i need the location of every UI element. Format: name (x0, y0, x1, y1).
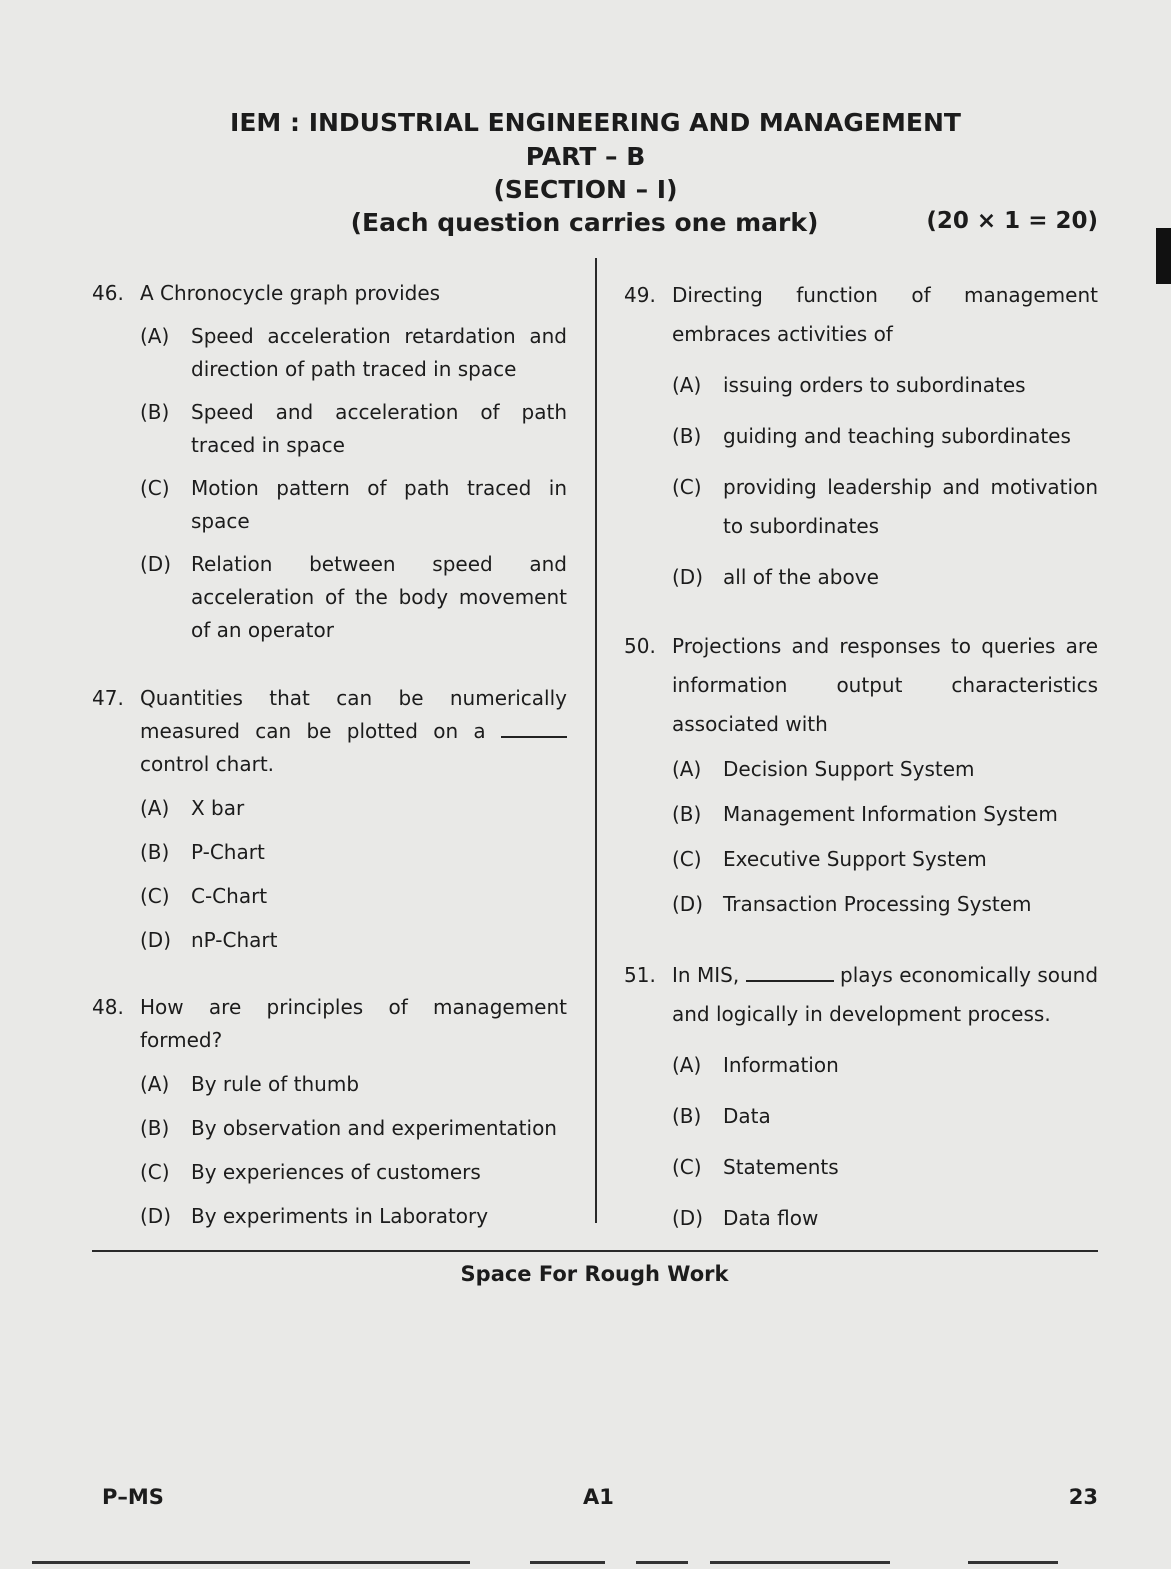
answer-blank (746, 960, 834, 982)
option-a (672, 750, 1098, 789)
bottom-edge-rule (32, 1561, 470, 1564)
part-title: PART – B (525, 142, 646, 171)
option-a (672, 366, 1098, 405)
question-text: Projections and responses to queries are information output characteristics associated with (672, 634, 1098, 736)
question-text: How are principles of management formed? (140, 995, 567, 1052)
question-text-after: control chart. (140, 752, 275, 776)
option-d (672, 558, 1098, 597)
option-label: (C) (140, 476, 170, 500)
option-a (672, 1046, 1098, 1085)
option-text: By rule of thumb (191, 1072, 360, 1096)
option-label: (D) (140, 928, 172, 952)
option-c (140, 880, 567, 913)
option-text: By observation and experimentation (191, 1116, 557, 1140)
question-number: 49. (624, 283, 656, 307)
option-b (140, 396, 567, 462)
question-text (140, 682, 567, 781)
question-text (672, 956, 1098, 1034)
question-text: A Chronocycle graph provides (140, 281, 441, 305)
question-48 (92, 991, 567, 1233)
bottom-edge-rule (968, 1561, 1058, 1564)
option-label: (B) (140, 400, 170, 424)
marks-total: (20 × 1 = 20) (926, 208, 1098, 234)
option-label: (C) (140, 1160, 170, 1184)
option-b (140, 836, 567, 869)
question-number: 51. (624, 963, 656, 987)
option-label: (B) (140, 840, 170, 864)
option-text: Statements (723, 1155, 839, 1179)
option-text: Information (723, 1053, 839, 1077)
option-label: (C) (672, 1155, 702, 1179)
option-text: Data (723, 1104, 771, 1128)
option-text: Management Information System (723, 802, 1058, 826)
option-text: P-Chart (191, 840, 265, 864)
option-text: Data flow (723, 1206, 819, 1230)
question-number: 46. (92, 281, 124, 305)
option-a (140, 320, 567, 386)
option-label: (B) (672, 1104, 702, 1128)
option-c (672, 1148, 1098, 1187)
question-number: 47. (92, 686, 124, 710)
page-number: 23 (1068, 1485, 1098, 1509)
rough-work-rule (92, 1250, 1098, 1252)
option-d (140, 1200, 567, 1233)
option-label: (C) (140, 884, 170, 908)
paper-code: P–MS (102, 1485, 164, 1509)
option-text: providing leadership and motivation to subordinates (723, 475, 1098, 538)
option-label: (B) (672, 424, 702, 448)
bottom-edge-rule (530, 1561, 605, 1564)
option-label: (D) (672, 565, 704, 589)
option-c (672, 468, 1098, 546)
rough-work-heading: Space For Rough Work (460, 1262, 729, 1286)
option-c (140, 472, 567, 538)
option-c (672, 840, 1098, 879)
option-text: nP-Chart (191, 928, 278, 952)
option-label: (C) (672, 847, 702, 871)
option-text: Relation between speed and acceleration of the body movement of an operator (191, 552, 567, 642)
marks-instruction: (Each question carries one mark) (350, 208, 819, 237)
option-text: issuing orders to subordinates (723, 373, 1026, 397)
column-divider (595, 258, 597, 1223)
option-label: (B) (672, 802, 702, 826)
option-d (672, 1199, 1098, 1238)
option-b (140, 1112, 567, 1145)
series-code: A1 (583, 1485, 614, 1509)
option-text: guiding and teaching subordinates (723, 424, 1071, 448)
bottom-edge-rule (636, 1561, 688, 1564)
answer-blank (501, 716, 567, 738)
option-d (140, 924, 567, 957)
question-text-before: In MIS, (672, 963, 740, 987)
question-51 (624, 956, 1098, 1238)
option-label: (A) (140, 796, 170, 820)
option-label: (A) (672, 757, 702, 781)
option-a (140, 1068, 567, 1101)
edge-marker (1156, 228, 1171, 284)
option-label: (A) (140, 1072, 170, 1096)
option-label: (C) (672, 475, 702, 499)
question-49 (624, 276, 1098, 597)
option-text: X bar (191, 796, 245, 820)
option-b (672, 795, 1098, 834)
option-text: Speed acceleration retardation and direction of path traced in space (191, 324, 567, 381)
bottom-edge-rule (710, 1561, 890, 1564)
question-50 (624, 627, 1098, 924)
question-47 (92, 682, 567, 957)
option-text: By experiments in Laboratory (191, 1204, 489, 1228)
option-text: all of the above (723, 565, 879, 589)
option-text: Executive Support System (723, 847, 987, 871)
question-46 (92, 277, 567, 647)
option-b (672, 1097, 1098, 1136)
option-text: By experiences of customers (191, 1160, 481, 1184)
option-c (140, 1156, 567, 1189)
question-text-before: Quantities that can be numerically measured can be plotted on a (140, 686, 567, 743)
option-text: Speed and acceleration of path traced in space (191, 400, 567, 457)
option-label: (A) (140, 324, 170, 348)
option-label: (B) (140, 1116, 170, 1140)
option-label: (D) (672, 892, 704, 916)
option-d (672, 885, 1098, 924)
option-text: Decision Support System (723, 757, 975, 781)
option-label: (D) (140, 1204, 172, 1228)
question-number: 48. (92, 995, 124, 1019)
option-text: C-Chart (191, 884, 268, 908)
question-text: Directing function of management embraces activities of (672, 283, 1098, 346)
option-label: (D) (672, 1206, 704, 1230)
question-text-after: plays economically sound and logically in development process. (672, 963, 1099, 1026)
option-a (140, 792, 567, 825)
option-label: (D) (140, 552, 172, 576)
option-label: (A) (672, 373, 702, 397)
question-number: 50. (624, 634, 656, 658)
option-d (140, 548, 567, 647)
section-title: (SECTION – I) (493, 175, 678, 204)
option-b (672, 417, 1098, 456)
option-label: (A) (672, 1053, 702, 1077)
option-text: Transaction Processing System (723, 892, 1032, 916)
option-text: Motion pattern of path traced in space (191, 476, 567, 533)
subject-title: IEM : INDUSTRIAL ENGINEERING AND MANAGEMENT (230, 108, 961, 137)
